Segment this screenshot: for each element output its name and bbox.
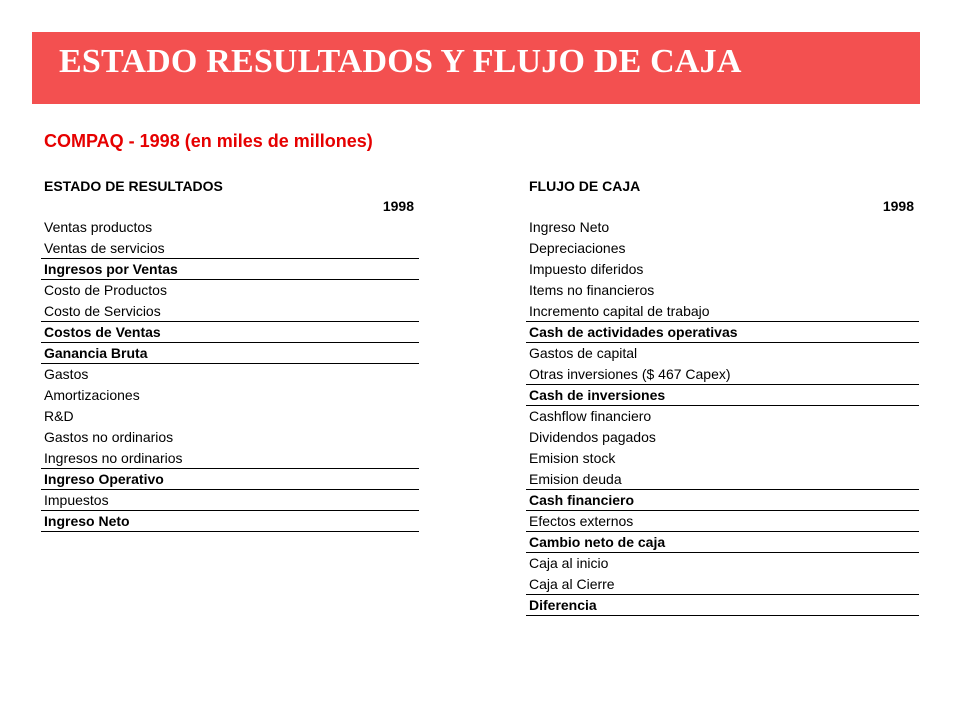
- table-row: Caja al inicio: [529, 555, 609, 571]
- table-row: Cambio neto de caja: [526, 532, 919, 553]
- table-row: Cash de inversiones: [526, 385, 919, 406]
- cash-flow-year: 1998: [882, 198, 914, 214]
- income-statement-table: [41, 176, 419, 532]
- table-row: Impuestos: [41, 490, 419, 511]
- cash-flow-rows: [526, 217, 919, 616]
- table-row: Depreciaciones: [529, 240, 626, 256]
- table-row: Ventas de servicios: [41, 238, 419, 259]
- table-row: Cash financiero: [526, 490, 919, 511]
- cash-flow-title: FLUJO DE CAJA: [529, 178, 641, 194]
- table-row: Cashflow financiero: [529, 408, 652, 424]
- table-row: Ingreso Neto: [529, 219, 610, 235]
- table-row: Items no financieros: [529, 282, 655, 298]
- table-row: Impuesto diferidos: [529, 261, 644, 277]
- table-row: Ingresos por Ventas: [41, 259, 419, 280]
- table-row: Emision stock: [529, 450, 616, 466]
- table-row: Gastos: [44, 366, 89, 382]
- table-row: Incremento capital de trabajo: [526, 301, 919, 322]
- table-row: Emision deuda: [526, 469, 919, 490]
- table-row: Ingreso Neto: [41, 511, 419, 532]
- table-row: Costo de Servicios: [41, 301, 419, 322]
- table-row: Cash de actividades operativas: [526, 322, 919, 343]
- table-row: Costo de Productos: [44, 282, 167, 298]
- table-row: Gastos de capital: [529, 345, 638, 361]
- table-row: Costos de Ventas: [41, 322, 419, 343]
- table-row: Otras inversiones ($ 467 Capex): [526, 364, 919, 385]
- table-row: Diferencia: [526, 595, 919, 616]
- company-subtitle: COMPAQ - 1998 (en miles de millones): [44, 131, 373, 151]
- cash-flow-table: [526, 176, 919, 616]
- table-row: R&D: [44, 408, 74, 424]
- table-row: Ingresos no ordinarios: [41, 448, 419, 469]
- table-row: Amortizaciones: [44, 387, 140, 403]
- table-row: Ingreso Operativo: [41, 469, 419, 490]
- income-statement-title: ESTADO DE RESULTADOS: [44, 178, 223, 194]
- table-row: Caja al Cierre: [526, 574, 919, 595]
- page-title: ESTADO RESULTADOS Y FLUJO DE CAJA: [59, 43, 742, 80]
- table-row: Gastos no ordinarios: [44, 429, 174, 445]
- title-banner: [32, 32, 920, 104]
- income-statement-rows: [41, 217, 419, 532]
- table-row: Dividendos pagados: [529, 429, 656, 445]
- table-row: Ganancia Bruta: [41, 343, 419, 364]
- table-row: Ventas productos: [44, 219, 153, 235]
- table-row: Efectos externos: [526, 511, 919, 532]
- income-statement-year: 1998: [382, 198, 414, 214]
